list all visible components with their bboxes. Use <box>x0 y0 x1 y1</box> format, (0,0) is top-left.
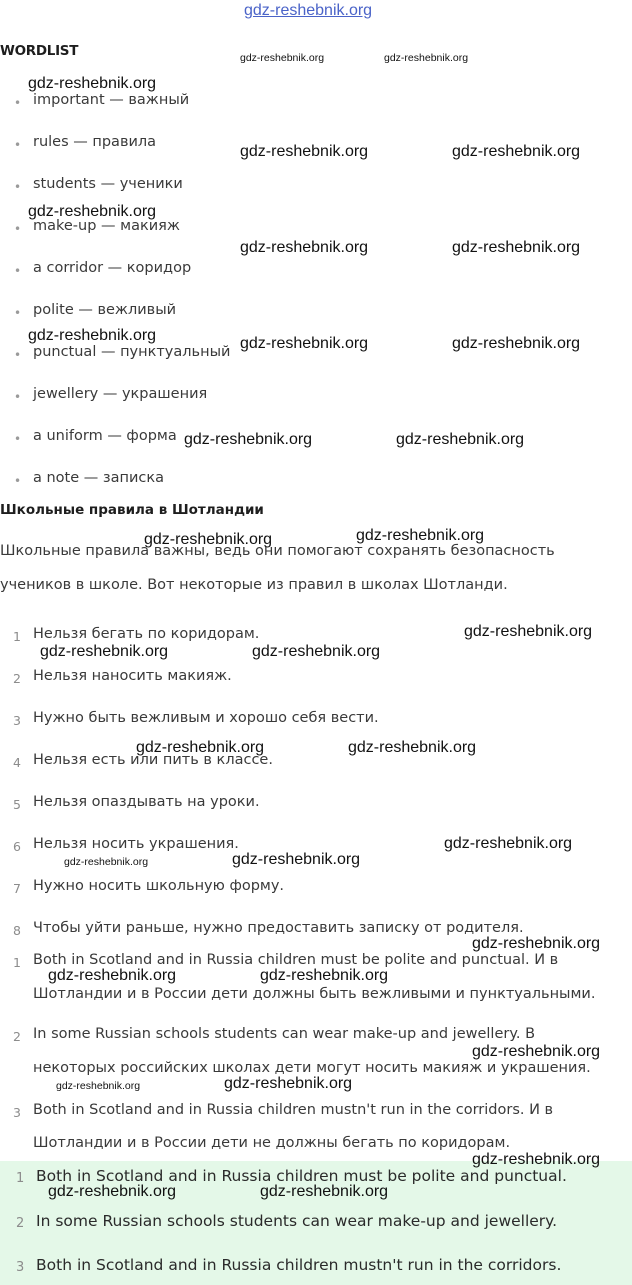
watermark: gdz-reshebnik.org <box>40 643 169 660</box>
rule-text: Нельзя опаздывать на уроки. <box>33 794 260 810</box>
word-pair: rules — правила <box>33 134 157 150</box>
watermark: gdz-reshebnik.org <box>232 851 361 868</box>
watermark: gdz-reshebnik.org <box>252 643 381 660</box>
word-pair: students — ученики <box>33 176 183 192</box>
watermark: gdz-reshebnik.org <box>144 531 273 548</box>
watermark: gdz-reshebnik.org <box>260 967 389 984</box>
bullet-icon: • <box>14 96 22 110</box>
item-number: 2 <box>13 1029 21 1044</box>
item-number: 3 <box>13 713 21 728</box>
word-pair: a note — записка <box>33 470 164 486</box>
watermark: gdz-reshebnik.org <box>64 856 149 868</box>
item-number: 7 <box>13 881 21 896</box>
intro-line: Школьные правила важны, ведь они помогают сохранять безопасность <box>0 543 555 559</box>
watermark: gdz-reshebnik.org <box>452 239 581 256</box>
bullet-icon: • <box>14 138 22 152</box>
watermark: gdz-reshebnik.org <box>452 335 581 352</box>
watermark: gdz-reshebnik.org <box>348 739 477 756</box>
watermark: gdz-reshebnik.org <box>472 1151 601 1168</box>
section-title: Школьные правила в Шотландии <box>0 502 264 518</box>
watermark: gdz-reshebnik.org <box>396 431 525 448</box>
statement-line: Both in Scotland and in Russia children must be polite and punctual. И в <box>33 952 559 968</box>
statement-line: Both in Scotland and in Russia children mustn't run in the corridors. И в <box>33 1102 554 1118</box>
watermark: gdz-reshebnik.org <box>260 1183 389 1200</box>
rule-text: Нужно быть вежливым и хорошо себя вести. <box>33 710 379 726</box>
watermark: gdz-reshebnik.org <box>240 143 369 160</box>
item-number: 1 <box>13 629 21 644</box>
watermark: gdz-reshebnik.org <box>472 1043 601 1060</box>
watermark: gdz-reshebnik.org <box>184 431 313 448</box>
item-number: 3 <box>16 1260 25 1275</box>
word-pair: a corridor — коридор <box>33 260 192 276</box>
watermark: gdz-reshebnik.org <box>136 739 265 756</box>
bullet-icon: • <box>14 390 22 404</box>
watermark: gdz-reshebnik.org <box>56 1080 141 1092</box>
item-number: 2 <box>16 1216 25 1231</box>
watermark: gdz-reshebnik.org <box>224 1075 353 1092</box>
wordlist-title: WORDLIST <box>0 43 79 59</box>
item-number: 6 <box>13 839 21 854</box>
watermark: gdz-reshebnik.org <box>240 52 325 64</box>
word-pair: a uniform — форма <box>33 428 177 444</box>
watermark: gdz-reshebnik.org <box>444 835 573 852</box>
bullet-icon: • <box>14 306 22 320</box>
rule-text: Нельзя наносить макияж. <box>33 668 232 684</box>
statement-line: In some Russian schools students can wear make-up and jewellery. В <box>33 1026 536 1042</box>
bullet-icon: • <box>14 432 22 446</box>
word-pair: important — важный <box>33 92 190 108</box>
bullet-icon: • <box>14 264 22 278</box>
word-pair: punctual — пунктуальный <box>33 344 231 360</box>
bullet-icon: • <box>14 180 22 194</box>
watermark: gdz-reshebnik.org <box>384 52 469 64</box>
item-number: 5 <box>13 797 21 812</box>
answer-text: In some Russian schools students can wear make-up and jewellery. <box>36 1212 558 1230</box>
statement-line: Шотландии и в России дети должны быть вежливыми и пунктуальными. <box>33 986 596 1002</box>
watermark: gdz-reshebnik.org <box>28 327 157 344</box>
statement-line: Шотландии и в России дети не должны бегать по коридорам. <box>33 1135 511 1151</box>
statement-line: некоторых российских школах дети могут носить макияж и украшения. <box>33 1060 591 1076</box>
rule-text: Нельзя бегать по коридорам. <box>33 626 260 642</box>
watermark: gdz-reshebnik.org <box>356 527 485 544</box>
rule-text: Нельзя есть или пить в классе. <box>33 752 273 768</box>
rule-text: Чтобы уйти раньше, нужно предоставить записку от родителя. <box>33 920 524 936</box>
item-number: 2 <box>13 671 21 686</box>
bullet-icon: • <box>14 222 22 236</box>
word-pair: jewellery — украшения <box>33 386 208 402</box>
watermark: gdz-reshebnik.org <box>240 335 369 352</box>
watermark: gdz-reshebnik.org <box>28 75 157 92</box>
answer-text: Both in Scotland and in Russia children must be polite and punctual. <box>36 1167 567 1185</box>
intro-line: учеников в школе. Вот некоторые из правил в школах Шотланди. <box>0 577 508 593</box>
word-pair: make-up — макияж <box>33 218 180 234</box>
watermark: gdz-reshebnik.org <box>48 967 177 984</box>
watermark: gdz-reshebnik.org <box>48 1183 177 1200</box>
item-number: 1 <box>13 955 21 970</box>
item-number: 8 <box>13 923 21 938</box>
item-number: 4 <box>13 755 21 770</box>
site-link[interactable]: gdz-reshebnik.org <box>244 2 373 19</box>
watermark: gdz-reshebnik.org <box>28 203 157 220</box>
word-pair: polite — вежливый <box>33 302 177 318</box>
item-number: 1 <box>16 1171 25 1186</box>
watermark: gdz-reshebnik.org <box>452 143 581 160</box>
bullet-icon: • <box>14 474 22 488</box>
watermark: gdz-reshebnik.org <box>464 623 593 640</box>
rule-text: Нужно носить школьную форму. <box>33 878 285 894</box>
item-number: 3 <box>13 1105 21 1120</box>
bullet-icon: • <box>14 348 22 362</box>
answer-text: Both in Scotland and in Russia children mustn't run in the corridors. <box>36 1256 562 1274</box>
watermark: gdz-reshebnik.org <box>240 239 369 256</box>
rule-text: Нельзя носить украшения. <box>33 836 239 852</box>
watermark: gdz-reshebnik.org <box>472 935 601 952</box>
